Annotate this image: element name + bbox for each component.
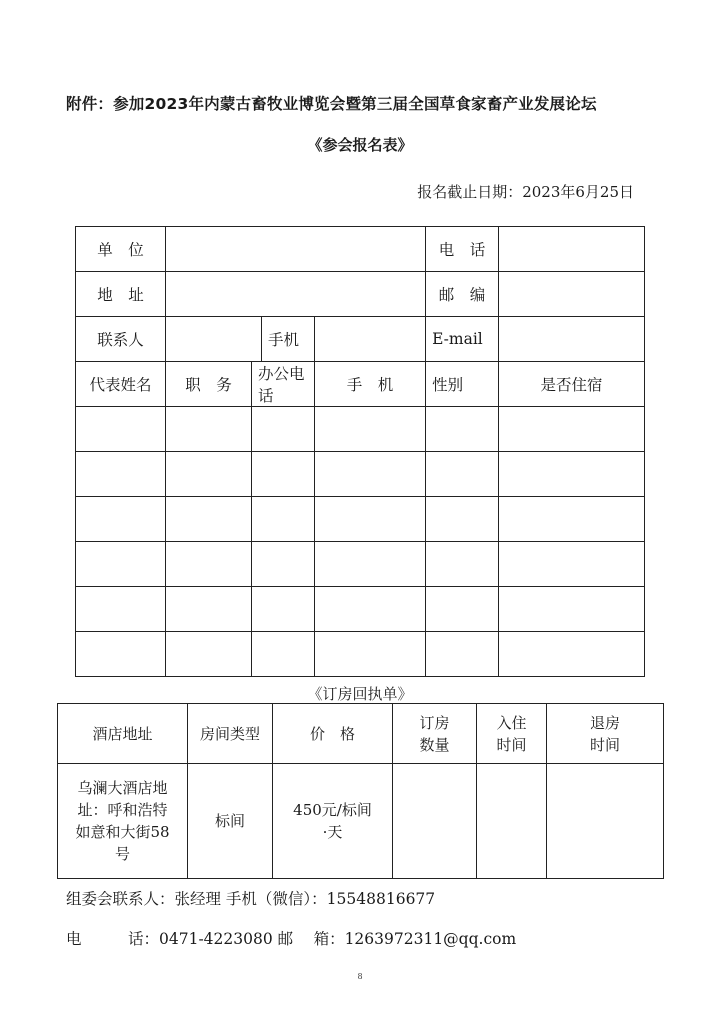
- table-row: [76, 452, 645, 497]
- checkin-field[interactable]: [477, 764, 547, 879]
- table-row: [76, 587, 645, 632]
- receipt-title: 《订房回执单》: [307, 685, 413, 703]
- cell[interactable]: [315, 632, 426, 677]
- cell[interactable]: [499, 587, 645, 632]
- cell[interactable]: [499, 452, 645, 497]
- cell[interactable]: [252, 542, 315, 587]
- unit-field[interactable]: [166, 227, 426, 272]
- cell[interactable]: [499, 407, 645, 452]
- col-header-checkout: 退房时间: [547, 704, 664, 764]
- col-header-gender: 性别: [426, 362, 499, 407]
- registration-table: [75, 226, 645, 677]
- mobile-label: 手机: [262, 317, 315, 362]
- cell[interactable]: [166, 497, 252, 542]
- room-type-cell: 标间: [188, 764, 273, 879]
- table-row: [76, 407, 645, 452]
- cell[interactable]: [166, 632, 252, 677]
- cell[interactable]: [315, 452, 426, 497]
- room-count-field[interactable]: [393, 764, 477, 879]
- col-header-hotel-address: 酒店地址: [58, 704, 188, 764]
- table-row: [76, 632, 645, 677]
- col-header-price: 价 格: [273, 704, 393, 764]
- phone-label: 电 话: [426, 227, 499, 272]
- mobile-field[interactable]: [315, 317, 426, 362]
- cell[interactable]: [76, 407, 166, 452]
- cell[interactable]: [166, 452, 252, 497]
- postcode-field[interactable]: [499, 272, 645, 317]
- cell[interactable]: [252, 632, 315, 677]
- contact-field[interactable]: [166, 317, 262, 362]
- table-row: [76, 497, 645, 542]
- cell[interactable]: [499, 497, 645, 542]
- cell[interactable]: [426, 542, 499, 587]
- email-field[interactable]: [499, 317, 645, 362]
- checkout-field[interactable]: [547, 764, 664, 879]
- col-header-checkin: 入住时间: [477, 704, 547, 764]
- cell[interactable]: [499, 632, 645, 677]
- cell[interactable]: [315, 497, 426, 542]
- registration-deadline: 报名截止日期：2023年6月25日: [417, 183, 634, 201]
- cell[interactable]: [315, 542, 426, 587]
- email-label: E-mail: [426, 317, 499, 362]
- cell[interactable]: [315, 587, 426, 632]
- room-booking-table: [57, 703, 664, 879]
- address-field[interactable]: [166, 272, 426, 317]
- contact-label: 联系人: [76, 317, 166, 362]
- phone-field[interactable]: [499, 227, 645, 272]
- table-row: [76, 542, 645, 587]
- cell[interactable]: [499, 542, 645, 587]
- cell[interactable]: [426, 497, 499, 542]
- page-number: 8: [357, 972, 363, 981]
- col-header-title: 职 务: [166, 362, 252, 407]
- cell[interactable]: [166, 542, 252, 587]
- cell[interactable]: [426, 587, 499, 632]
- cell[interactable]: [76, 452, 166, 497]
- form-subtitle: 《参会报名表》: [307, 136, 413, 154]
- unit-label: 单 位: [76, 227, 166, 272]
- col-header-room-type: 房间类型: [188, 704, 273, 764]
- organizer-phone-email: 电 话：0471-4223080 邮 箱：1263972311@qq.com: [66, 930, 517, 948]
- cell[interactable]: [166, 587, 252, 632]
- cell[interactable]: [315, 407, 426, 452]
- cell[interactable]: [252, 587, 315, 632]
- cell[interactable]: [76, 632, 166, 677]
- postcode-label: 邮 编: [426, 272, 499, 317]
- col-header-name: 代表姓名: [76, 362, 166, 407]
- hotel-address-cell: 乌澜大酒店地址：呼和浩特如意和大街58号: [58, 764, 188, 879]
- col-header-mobile: 手 机: [315, 362, 426, 407]
- document-title: 附件：参加2023年内蒙古畜牧业博览会暨第三届全国草食家畜产业发展论坛: [66, 95, 597, 113]
- cell[interactable]: [252, 407, 315, 452]
- price-cell: 450元/标间·天: [273, 764, 393, 879]
- col-header-office-phone: 办公电话: [252, 362, 315, 407]
- cell[interactable]: [166, 407, 252, 452]
- cell[interactable]: [426, 632, 499, 677]
- col-header-lodging: 是否住宿: [499, 362, 645, 407]
- cell[interactable]: [76, 587, 166, 632]
- cell[interactable]: [76, 542, 166, 587]
- cell[interactable]: [426, 407, 499, 452]
- col-header-room-count: 订房数量: [393, 704, 477, 764]
- cell[interactable]: [426, 452, 499, 497]
- address-label: 地 址: [76, 272, 166, 317]
- cell[interactable]: [252, 452, 315, 497]
- cell[interactable]: [252, 497, 315, 542]
- organizer-contact: 组委会联系人：张经理 手机（微信）：15548816677: [66, 890, 436, 908]
- cell[interactable]: [76, 497, 166, 542]
